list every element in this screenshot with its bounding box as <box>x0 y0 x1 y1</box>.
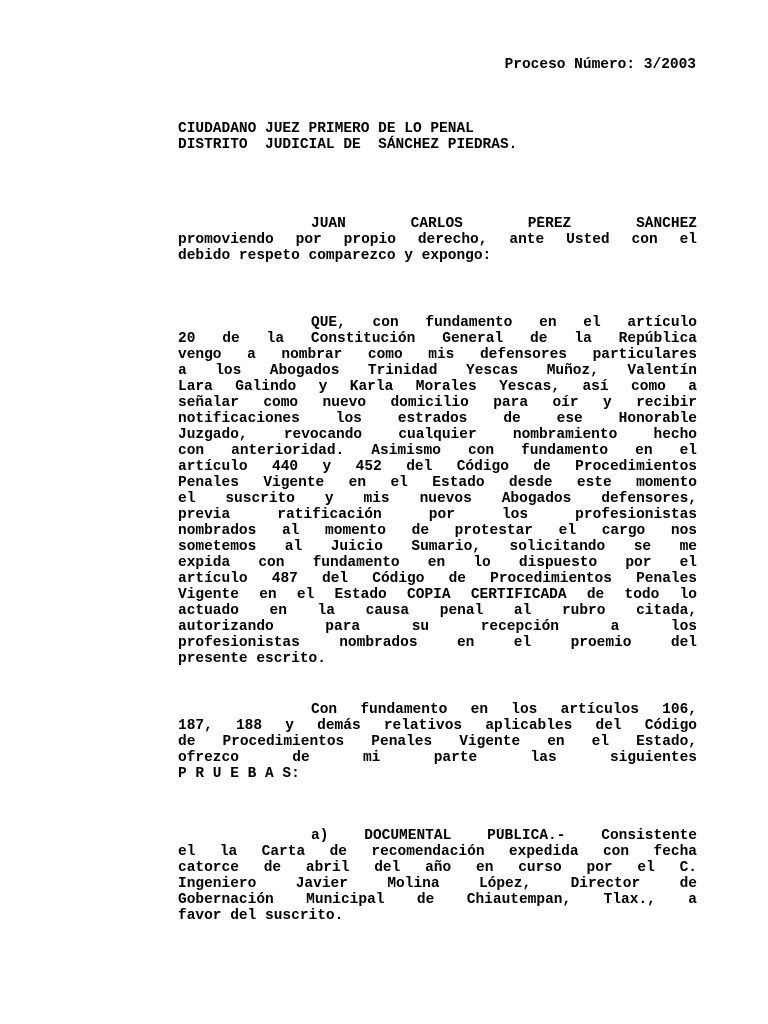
paragraph-line: 187, 188 y demás relativos aplicables del Código <box>178 718 697 734</box>
paragraph-line: Con fundamento en los artículos 106, <box>311 702 697 718</box>
paragraph-line: Vigente en el Estado COPIA CERTIFICADA de todo lo <box>178 587 697 603</box>
paragraph-line: expida con fundamento en lo dispuesto por el <box>178 555 697 571</box>
paragraph-line: el la Carta de recomendación expedida con fecha <box>178 844 697 860</box>
paragraph-line: a) DOCUMENTAL PÚBLICA.- Consistente <box>311 828 697 844</box>
paragraph-line: debido respeto comparezco y expongo: <box>178 248 492 264</box>
pruebas-heading: P R U E B A S: <box>178 766 300 782</box>
paragraph-line: autorizando para su recepción a los <box>178 619 697 635</box>
paragraph-line: 20 de la Constitución General de la República <box>178 331 697 347</box>
que-paragraph <box>178 315 697 667</box>
paragraph-line: Ingeniero Javier Molina López, Director de <box>178 876 697 892</box>
paragraph-line: Penales Vigente en el Estado desde este momento <box>178 475 697 491</box>
paragraph-line: sometemos al Juicio Sumario, solicitando se me <box>178 539 697 555</box>
paragraph-line: el suscrito y mis nuevos Abogados defensores, <box>178 491 697 507</box>
paragraph-line: actuado en la causa penal al rubro citada, <box>178 603 697 619</box>
paragraph-line: artículo 487 del Código de Procedimientos Penales <box>178 571 697 587</box>
paragraph-line: favor del suscrito. <box>178 908 344 924</box>
paragraph-line: promoviendo por propio derecho, ante Usted con el <box>178 232 697 248</box>
addressee-line: CIUDADANO JUEZ PRIMERO DE LO PENAL <box>178 121 474 137</box>
paragraph-line: con anterioridad. Asimismo con fundamento en el <box>178 443 697 459</box>
paragraph-line: artículo 440 y 452 del Código de Procedimientos <box>178 459 697 475</box>
paragraph-line: catorce de abril del año en curso por el C. <box>178 860 697 876</box>
addressee-block <box>178 121 697 153</box>
paragraph-line: nombrados al momento de protestar el cargo nos <box>178 523 697 539</box>
paragraph-line: vengo a nombrar como mis defensores particulares <box>178 347 697 363</box>
paragraph-line: Lara Galindo y Karla Morales Yescas, así como a <box>178 379 697 395</box>
paragraph-line: Juzgado, revocando cualquier nombramiento hecho <box>178 427 697 443</box>
paragraph-line: QUE, con fundamento en el artículo <box>311 315 697 331</box>
addressee-line: DISTRITO JUDICIAL DE SÁNCHEZ PIEDRAS. <box>178 137 518 153</box>
paragraph-line: Gobernación Municipal de Chiautempan, Tlax., a <box>178 892 697 908</box>
paragraph-line: ofrezco de mi parte las siguientes <box>178 750 697 766</box>
documental-publica-paragraph <box>178 828 697 924</box>
paragraph-line: señalar como nuevo domicilio para oír y recibir <box>178 395 697 411</box>
paragraph-line: previa ratificación por los profesionistas <box>178 507 697 523</box>
intro-paragraph <box>178 216 697 264</box>
paragraph-line: a los Abogados Trinidad Yescas Muñoz, Valentín <box>178 363 697 379</box>
paragraph-line: profesionistas nombrados en el proemio del <box>178 635 697 651</box>
paragraph-line: JUAN CARLOS PÉREZ SÁNCHEZ <box>311 216 697 232</box>
proceso-numero: Proceso Número: 3/2003 <box>504 57 696 73</box>
paragraph-line: notificaciones los estrados de ese Honorable <box>178 411 697 427</box>
fundamento-paragraph <box>178 702 697 782</box>
paragraph-line: de Procedimientos Penales Vigente en el Estado, <box>178 734 697 750</box>
paragraph-line: presente escrito. <box>178 651 326 667</box>
